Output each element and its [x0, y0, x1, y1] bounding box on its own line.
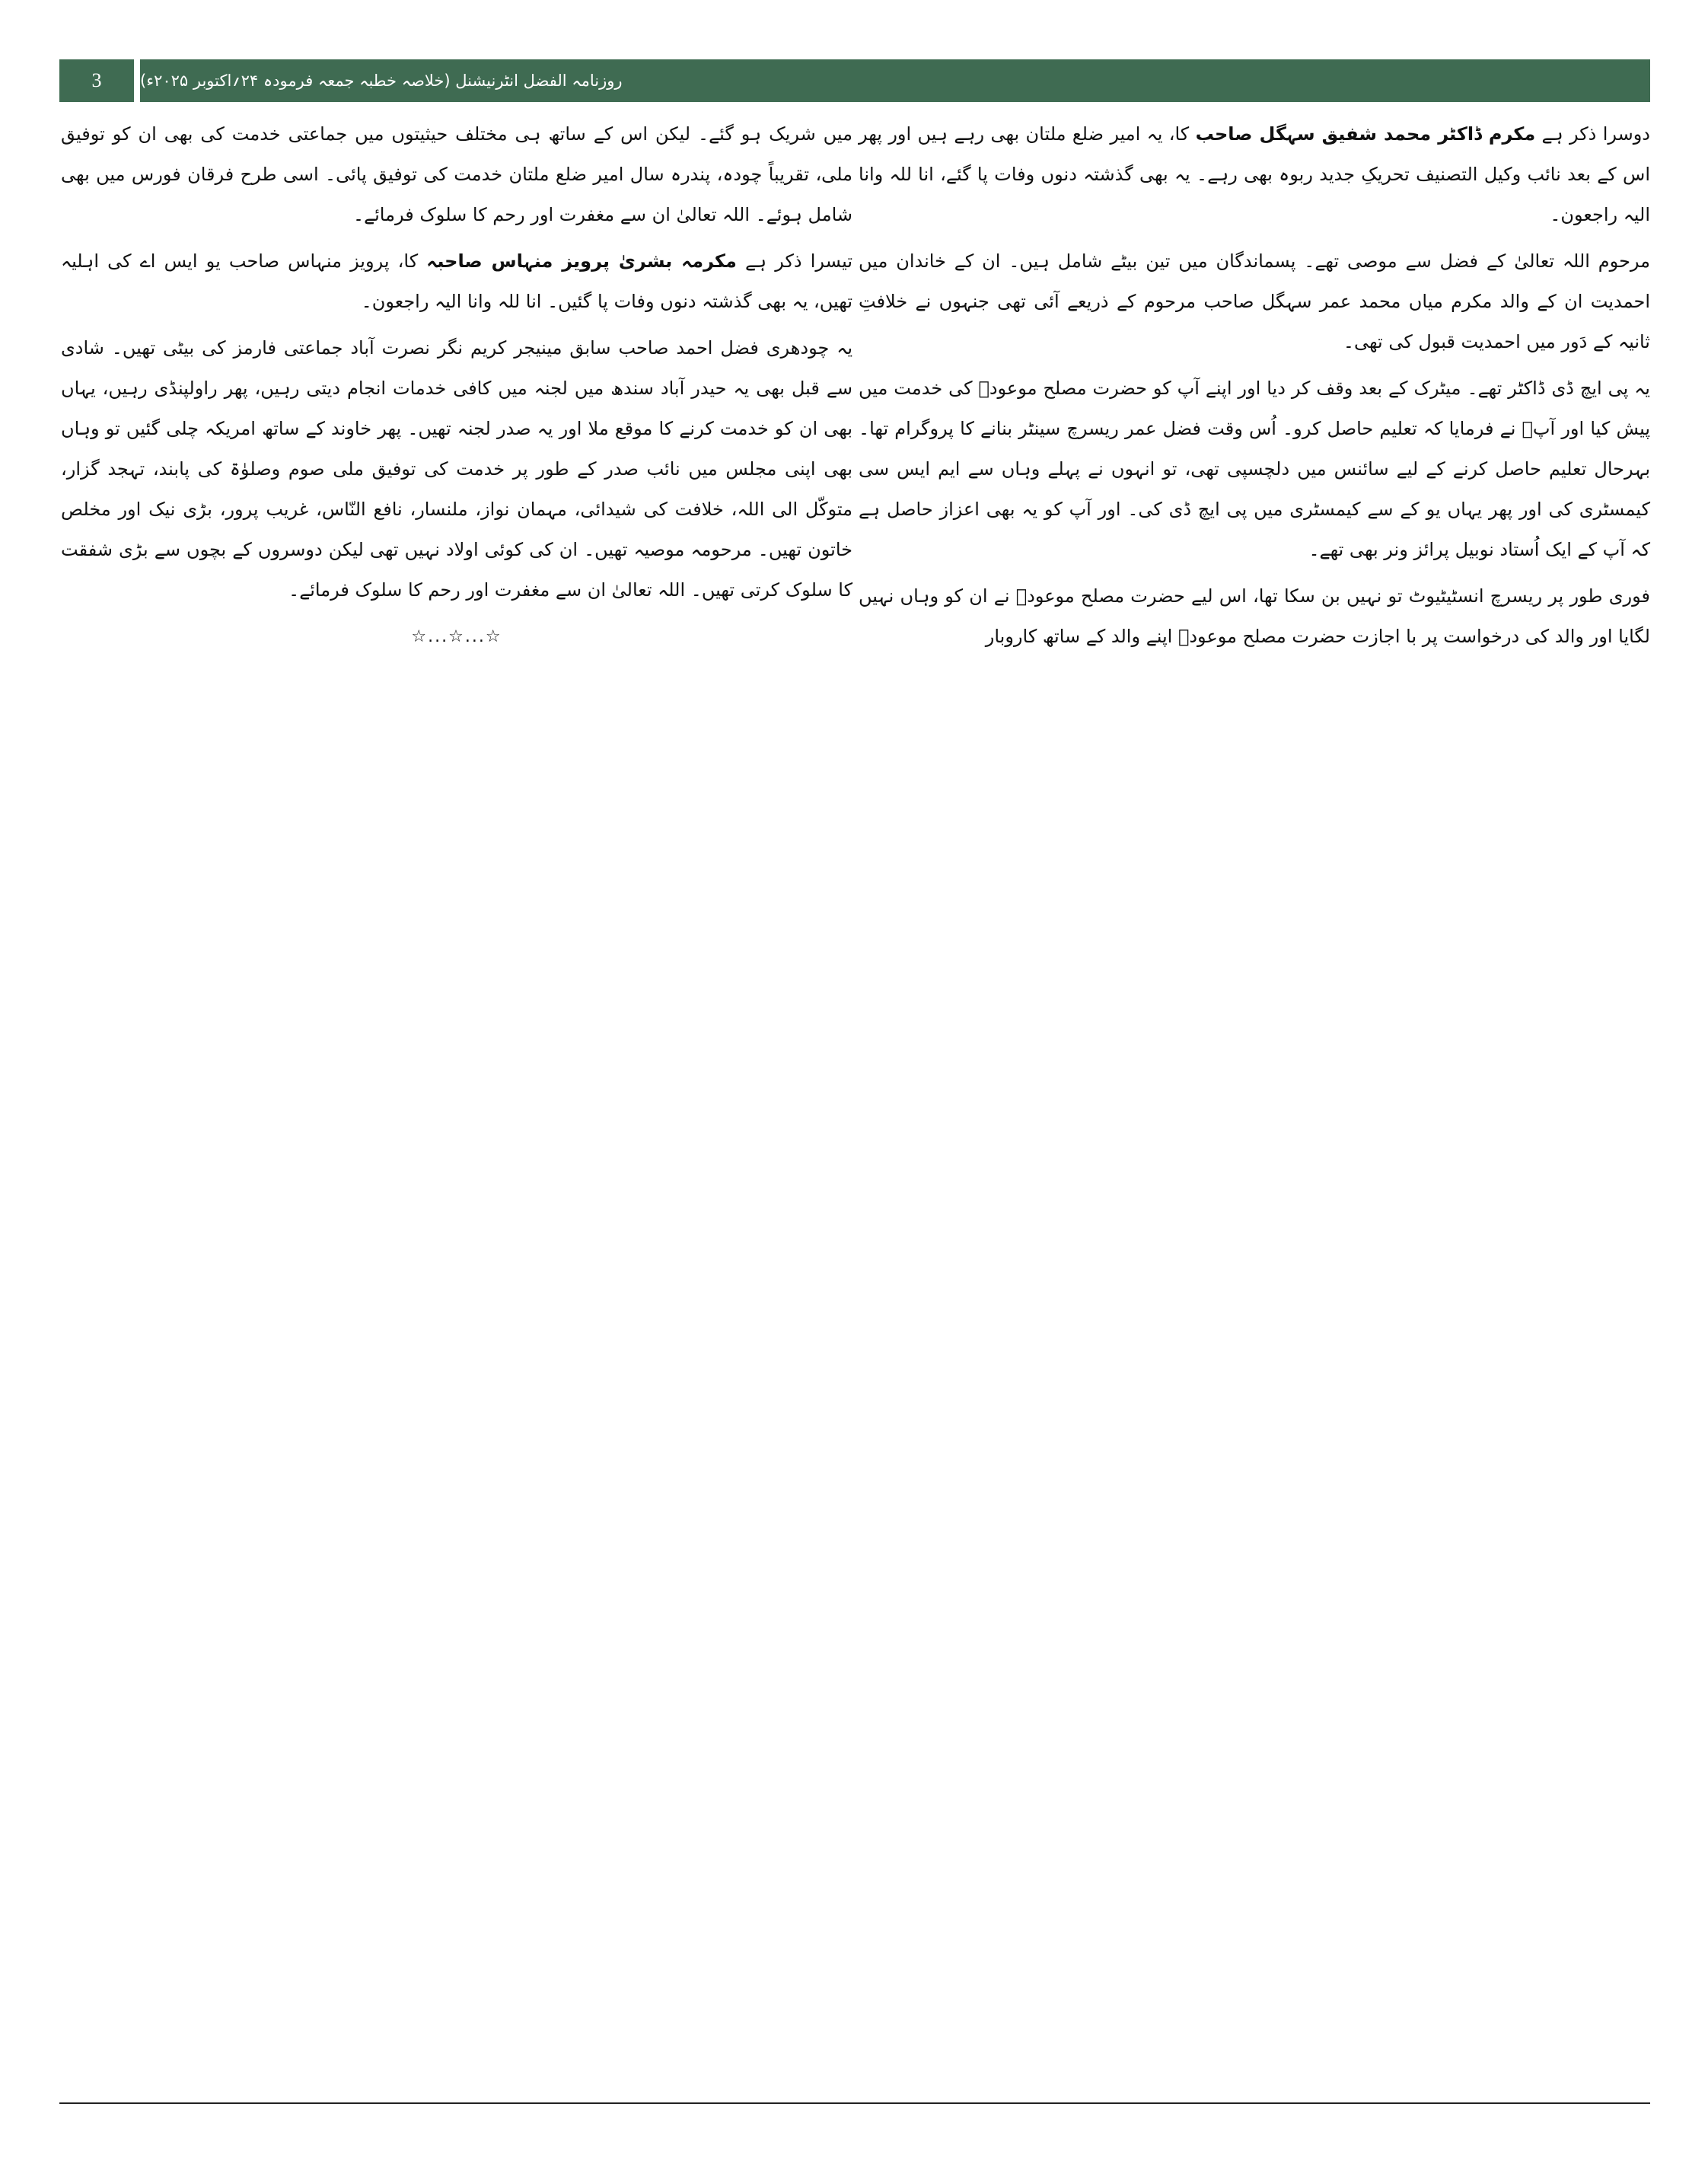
- running-title: روزنامہ الفضل انٹرنیشنل (خلاصہ خطبہ جمعہ فرمودہ ۲۴؍اکتوبر ۲۰۲۵ء): [140, 59, 1650, 102]
- paragraph-bushra-minhas: تیسرا ذکر ہے مکرمہ بشریٰ پرویز منہاس صاحبہ کا، پرویز منہاس صاحب یو ایس اے کی اہلیہ تھیں، یہ بھی گذشتہ دنوں وفات پا گئیں۔ انا للہ وانا الیہ راجعون۔: [61, 250, 852, 312]
- paragraph-biography: یہ چودھری فضل احمد صاحب سابق مینیجر کریم نگر نصرت آباد جماعتی فارمز کی بیٹی تھیں۔ شادی سے قبل بھی یہ حیدر آباد سندھ میں لجنہ میں کافی خدمات انجام دیتی رہیں، پھر راولپنڈی رہیں، یہاں بھی ان کو خدمت کرنے کا موقع ملا اور یہ صدر لجنہ تھیں۔ پھر خاوند کے ساتھ امریکہ چلی گئیں تو وہاں بھی اپنی مجلس میں نائب صدر کے طور پر خدمت کی توفیق ملی صوم وصلوٰۃ کی پابند، تہجد گزار، متوکّل الی اللہ، خلافت کی شیدائی، مہمان نواز، ملنسار، نافع النّاس، غریب پرور، بڑی نیک اور مخلص خاتون تھیں۔ مرحومہ موصیہ تھیں۔ ان کی کوئی اولاد نہیں تھی لیکن دوسروں کے بچوں سے بڑی شفقت کا سلوک کرتی تھیں۔ اللہ تعالیٰ ان سے مغفرت اور رحم کا سلوک فرمائے۔: [61, 337, 852, 601]
- right-column: [859, 114, 1650, 663]
- name-bushra-minhas: مکرمہ بشریٰ پرویز منہاس صاحبہ: [426, 250, 737, 272]
- paragraph-education: یہ پی ایچ ڈی ڈاکٹر تھے۔ میٹرک کے بعد وقف کر دیا اور اپنے آپ کو حضرت مصلح موعودؓ کی خدمت میں پیش کیا اور آپؓ نے فرمایا کہ تعلیم حاصل کرو۔ اُس وقت فضل عمر ریسرچ سینٹر بنانے کا پروگرام تھا۔ بہرحال تعلیم حاصل کرنے کے لیے سائنس میں دلچسپی تھی، تو انہوں نے پہلے وہاں سے ایم ایس سی کیمسٹری کی اور پھر یہاں یو کے سے کیمسٹری میں پی ایچ ڈی کی۔ اور آپ کو یہ بھی اعزاز حاصل ہے کہ آپ کے ایک اُستاد نوبیل پرائز ونر بھی تھے۔: [859, 378, 1650, 560]
- paragraph-service: میں شریک ہو گئے۔ لیکن اس کے ساتھ ہی مختلف حیثیتوں میں جماعتی خدمت کی بھی ان کو توفیق ملی، تقریباً چودہ، پندرہ سال امیر ضلع ملتان خدمت کی توفیق پائی۔ اسی طرح فرقان فورس میں بھی شامل ہوئے۔ اللہ تعالیٰ ان سے مغفرت اور رحم کا سلوک فرمائے۔: [61, 123, 852, 225]
- name-shafiq-sehgal: مکرم ڈاکٹر محمد شفیق سہگل صاحب: [1195, 123, 1536, 145]
- left-column: [61, 114, 852, 663]
- page-header: [59, 59, 1650, 102]
- page-number: 3: [59, 59, 134, 102]
- paragraph-shafiq-sehgal: دوسرا ذکر ہے مکرم ڈاکٹر محمد شفیق سہگل صاحب کا، یہ امیر ضلع ملتان بھی رہے ہیں اور پھر اس کے بعد نائب وکیل التصنیف تحریکِ جدید ربوہ بھی رہے۔ یہ بھی گذشتہ دنوں وفات پا گئے، انا للہ وانا الیہ راجعون۔: [859, 123, 1650, 225]
- paragraph-family: مرحوم اللہ تعالیٰ کے فضل سے موصی تھے۔ پسماندگان میں تین بیٹے شامل ہیں۔ ان کے خاندان میں احمدیت ان کے والد مکرم میاں محمد عمر سہگل صاحب مرحوم کے ذریعے آئی تھی جنہوں نے خلافتِ ثانیہ کے دَور میں احمدیت قبول کی تھی۔: [859, 250, 1650, 352]
- paragraph-business: فوری طور پر ریسرچ انسٹیٹیوٹ تو نہیں بن سکا تھا، اس لیے حضرت مصلح موعودؓ نے ان کو وہاں نہیں لگایا اور والد کی درخواست پر با اجازت حضرت مصلح موعودؓ اپنے والد کے ساتھ کاروبار: [859, 585, 1650, 647]
- footer-divider: [59, 2102, 1650, 2104]
- section-divider-stars: ☆...☆...☆: [411, 627, 502, 646]
